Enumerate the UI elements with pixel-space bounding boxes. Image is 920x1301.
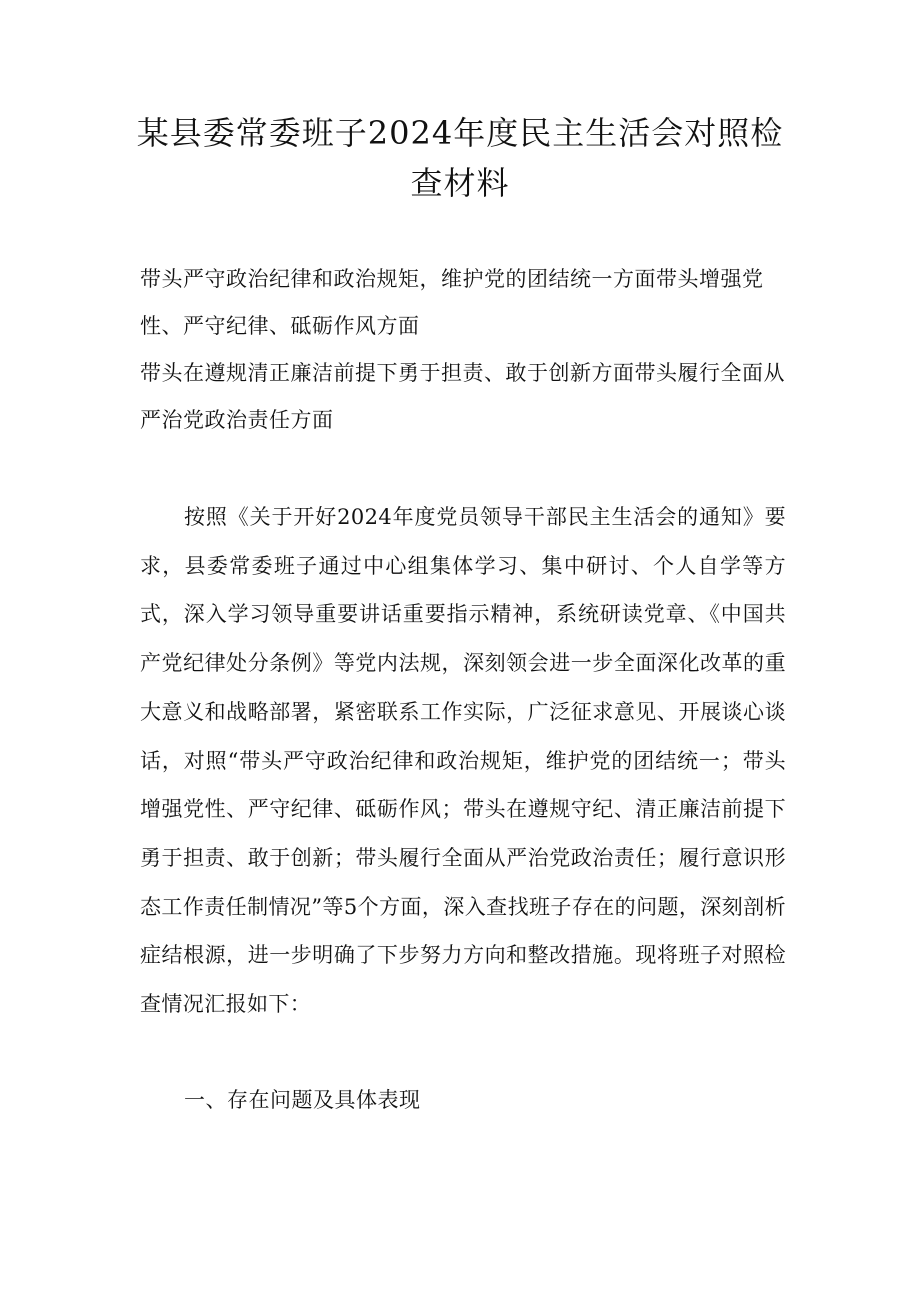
section-heading: 一、存在问题及具体表现 <box>184 1088 421 1112</box>
toc-item: 带头在遵规清正廉洁前提下勇于担责、敢于创新方面带头履行全面从严治党政治责任方面 <box>140 361 785 432</box>
toc-item: 带头严守政治纪律和政治规矩，维护党的团结统一方面带头增强党性、严守纪律、砥砺作风方面 <box>140 267 764 338</box>
intro-paragraph: 按照《关于开好2024年度党员领导干部民主生活会的通知》要求，县委常委班子通过中心组集体学习、集中研讨、个人自学等方式，深入学习领导重要讲话重要指示精神，系统研读党章、《中国共产党纪律处分条例》等党内法规，深刻领会进一步全面深化改革的重大意义和战略部署，紧密联系工作实际，广泛征求意见、开展谈心谈话，对照“带头严守政治纪律和政治规矩，维护党的团结统一；带头增强党性、严守纪律、砥砺作风；带头在遵规守纪、清正廉洁前提下勇于担责、敢于创新；带头履行全面从严治党政治责任；履行意识形态工作责任制情况”等5个方面，深入查找班子存在的问题，深刻剖析症结根源，进一步明确了下步努力方向和整改措施。现将班子对照检查情况汇报如下： <box>140 505 786 1017</box>
document-title: 某县委常委班子2024年度民主生活会对照检查材料 <box>136 114 784 202</box>
toc-list <box>140 256 790 444</box>
